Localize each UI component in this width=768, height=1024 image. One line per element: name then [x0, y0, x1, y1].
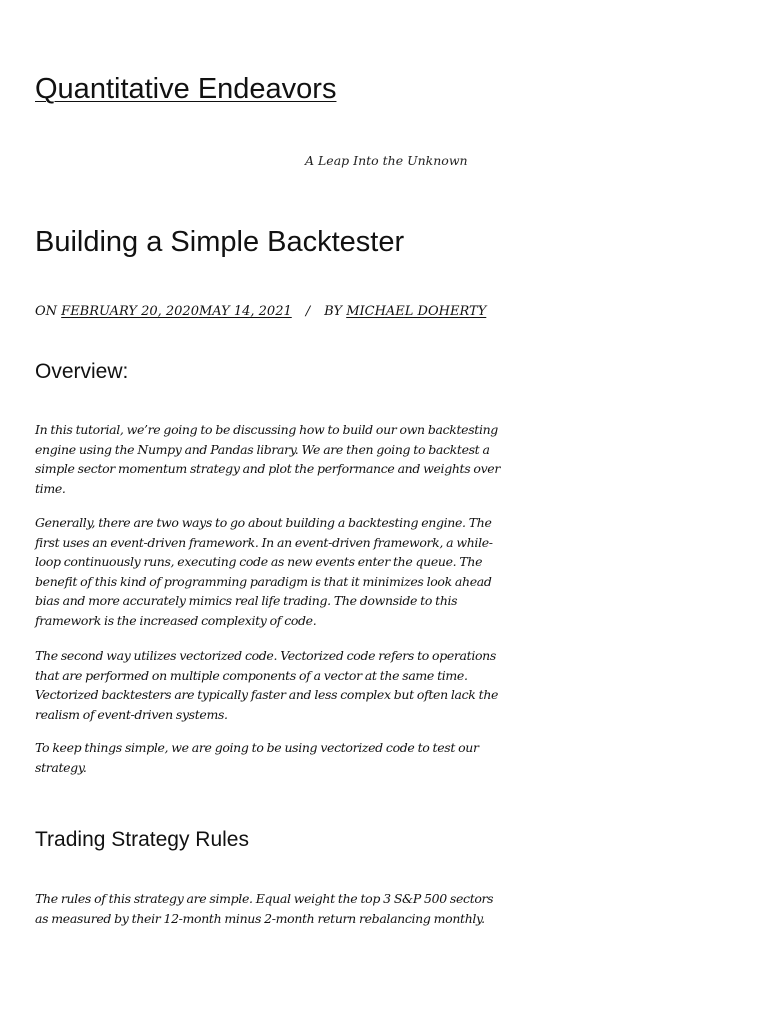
paragraph-line: simple sector momentum strategy and plot the performance and weights over	[35, 461, 500, 476]
paragraph-line: that are performed on multiple components of a vector at the same time.	[35, 667, 468, 683]
post-author-link[interactable]: MICHAEL DOHERTY	[346, 304, 487, 319]
post-title: Building a Simple Backtester	[35, 226, 405, 258]
paragraph-line: loop continuously runs, executing code as new events enter the queue. The	[35, 554, 483, 569]
post-date-link[interactable]	[61, 304, 292, 319]
paragraph-line: bias and more accurately mimics real life trading. The downside to this	[35, 593, 458, 608]
paragraph-line: as measured by their 12-month minus 2-month return rebalancing monthly.	[35, 910, 485, 926]
trading-rules-heading: Trading Strategy Rules	[35, 828, 249, 851]
paragraph-line: framework is the increased complexity of code.	[35, 612, 317, 628]
post-meta	[35, 304, 486, 319]
paragraph-line: strategy.	[35, 759, 87, 775]
overview-paragraph-4	[35, 738, 515, 777]
paragraph-line: time.	[35, 480, 66, 496]
post-meta-on-label: ON	[35, 304, 62, 319]
paragraph-line: realism of event-driven systems.	[35, 706, 228, 722]
post-meta-by-label: BY	[324, 304, 347, 319]
paragraph-line: In this tutorial, we’re going to be discussing how to build our own backtesting	[35, 422, 498, 437]
paragraph-line: Vectorized backtesters are typically faster and less complex but often lack the	[35, 687, 499, 702]
paragraph-line: engine using the Numpy and Pandas library. We are then going to backtest a	[35, 441, 490, 457]
overview-heading: Overview:	[35, 360, 129, 383]
paragraph-line: Generally, there are two ways to go about building a backtesting engine. The	[35, 515, 492, 530]
paragraph-line: benefit of this kind of programming paradigm is that it minimizes look ahead	[35, 573, 492, 589]
overview-paragraph-2	[35, 513, 515, 630]
paragraph-line: first uses an event-driven framework. In an event-driven framework, a while-	[35, 534, 493, 550]
trading-rules-paragraph	[35, 889, 515, 928]
post-meta-separator: /	[305, 304, 311, 319]
post-updated-date: MAY 14, 2021	[198, 304, 292, 319]
site-title-link[interactable]: Quantitative Endeavors	[35, 73, 337, 105]
overview-paragraph-1	[35, 420, 515, 498]
paragraph-line: The second way utilizes vectorized code. Vectorized code refers to operations	[35, 648, 496, 663]
overview-paragraph-3	[35, 646, 515, 724]
paragraph-line: To keep things simple, we are going to be using vectorized code to test our	[35, 740, 479, 755]
post-published-date: FEBRUARY 20, 2020	[61, 304, 199, 319]
paragraph-line: The rules of this strategy are simple. Equal weight the top 3 S&P 500 sectors	[35, 891, 494, 906]
site-tagline: A Leap Into the Unknown	[305, 153, 468, 168]
